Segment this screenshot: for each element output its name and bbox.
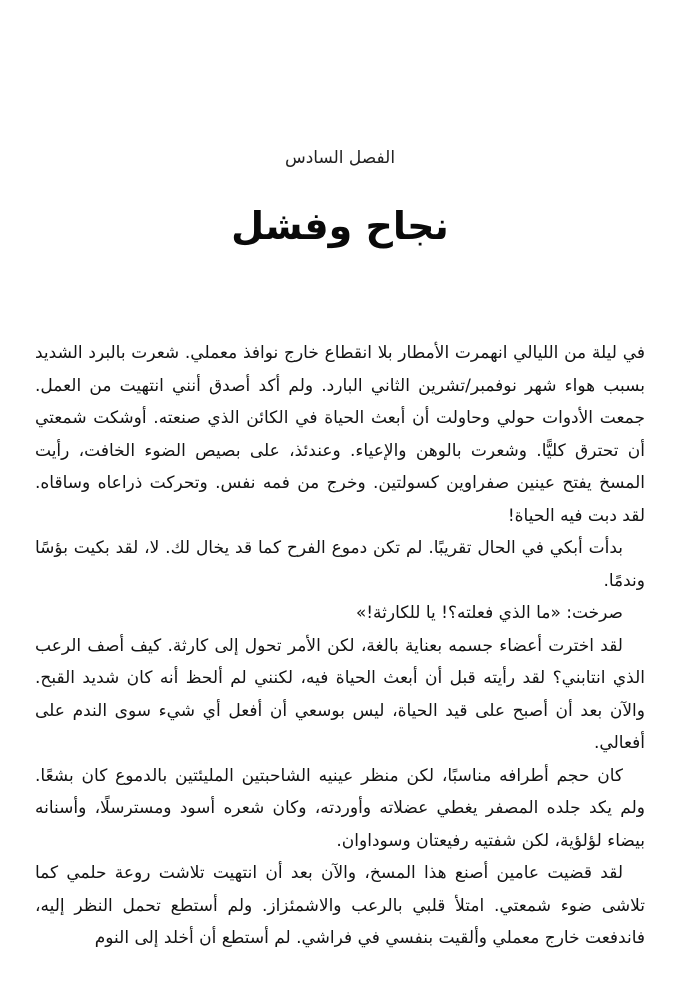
paragraph: في ليلة من الليالي انهمرت الأمطار بلا انقطاع خارج نوافذ معملي. شعرت بالبرد الشديد بسبب هواء شهر نوفمبر/تشرين الثاني البارد. ولم أكد أصدق أنني انتهيت من العمل. جمعت الأدوات حولي وحاولت أن أبعث الحياة في الكائن الذي صنعته. أوشكت شمعتي أن تحترق كليًّا. وشعرت بالوهن والإعياء. وعندئذ، على بصيص الضوء الخافت، رأيت المسخ يفتح عينين صفراوين كسولتين. وخرج من فمه نفس. وتحركت ذراعاه وساقاه. لقد دبت فيه الحياة! xyxy=(35,343,645,526)
chapter-title: نجاح وفشل xyxy=(231,204,449,248)
paragraph: بدأت أبكي في الحال تقريبًا. لم تكن دموع الفرح كما قد يخال لك. لا، لقد بكيت بؤسًا وندمًا. xyxy=(35,538,645,591)
paragraph: صرخت: «ما الذي فعلته؟! يا للكارثة!» xyxy=(355,603,623,623)
chapter-label: الفصل السادس xyxy=(284,148,396,168)
paragraph: لقد اخترت أعضاء جسمه بعناية بالغة، لكن الأمر تحول إلى كارثة. كيف أصف الرعب الذي انتابني؟ لقد رأيته قبل أن أبعث الحياة فيه، لكنني لم ألحظ أنه كان شديد القبح. والآن بعد أن أصبح على قيد الحياة، ليس بوسعي أن أفعل أي شيء سوى الندم على أفعالي. xyxy=(35,635,645,753)
chapter-body xyxy=(35,337,645,955)
paragraph: لقد قضيت عامين أصنع هذا المسخ، والآن بعد أن انتهيت تلاشت روعة حلمي كما تلاشى ضوء شمعتي. امتلأ قلبي بالرعب والاشمئزاز. ولم أستطع تحمل النظر إليه، فاندفعت خارج معملي وألقيت بنفسي في فراشي. لم أستطع أن أخلد إلى النوم xyxy=(35,863,645,948)
paragraph: كان حجم أطرافه مناسبًا، لكن منظر عينيه الشاحبتين المليئتين بالدموع كان بشعًا. ولم يكد جلده المصفر يغطي عضلاته وأوردته، وكان شعره أسود ومسترسلًا، وأسنانه بيضاء لؤلؤية، لكن شفتيه رفيعتان وسوداوان. xyxy=(35,765,645,851)
